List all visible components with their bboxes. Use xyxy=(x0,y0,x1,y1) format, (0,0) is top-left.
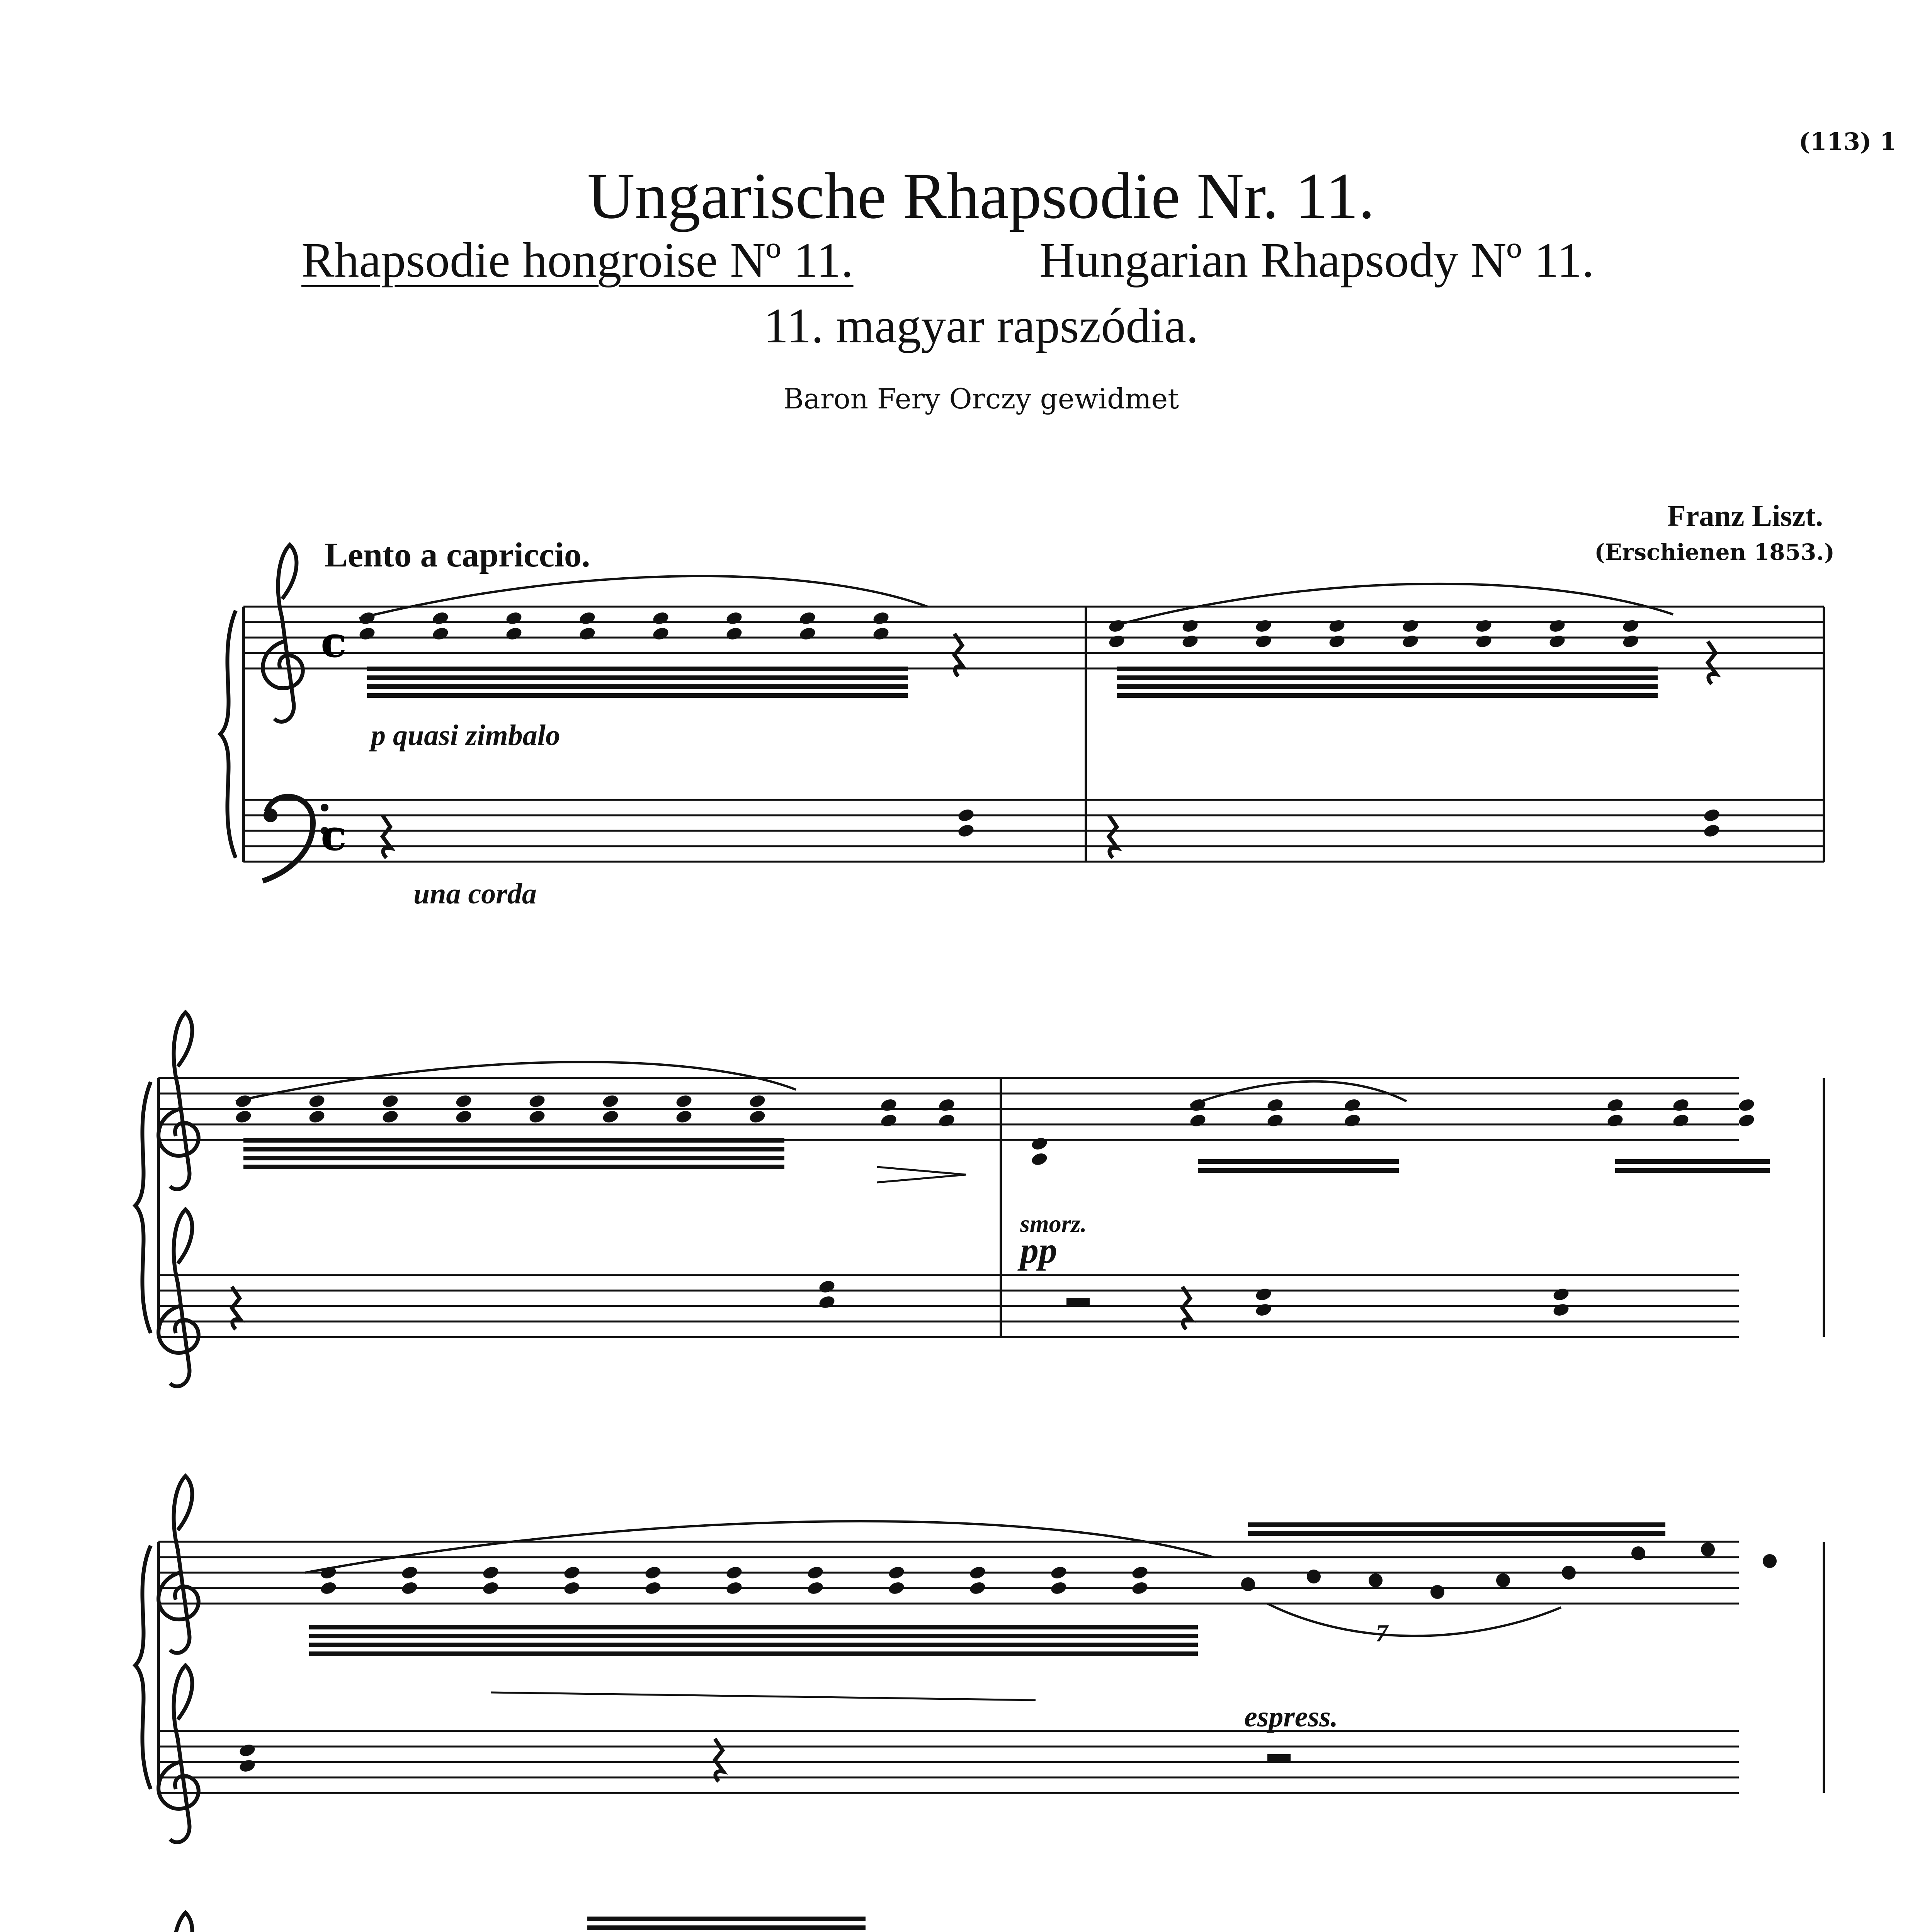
publication-date: (Erschienen 1853.) xyxy=(1594,539,1835,565)
marking-p-quasi-zimbalo: p quasi zimbalo xyxy=(371,719,560,752)
marking-espress: espress. xyxy=(1244,1701,1338,1733)
system-1 xyxy=(220,545,1824,881)
dolciss-run xyxy=(263,1917,966,1932)
title-hungarian: 11. magyar rapszódia. xyxy=(764,298,1199,353)
chord-run-1 xyxy=(1189,1082,1406,1173)
title-english: Hungarian Rhapsody Nº 11. xyxy=(1039,233,1594,287)
title-french: Rhapsodie hongroise Nº 11. xyxy=(301,233,854,287)
title-german: Ungarische Rhapsodie Nr. 11. xyxy=(587,160,1375,232)
tremolo-figure-4 xyxy=(305,1521,1213,1700)
system-2 xyxy=(135,1012,1824,1386)
composer-name: Franz Liszt. xyxy=(1667,499,1823,532)
marking-una-corda: una corda xyxy=(413,878,537,910)
tempo-marking: Lento a capriccio. xyxy=(325,536,590,574)
svg-text:c: c xyxy=(321,810,347,860)
svg-text:c: c xyxy=(321,617,347,667)
marking-smorz: smorz. xyxy=(1020,1210,1087,1237)
marking-pp: pp xyxy=(1020,1230,1057,1271)
marking-tuplet-seven: 7 xyxy=(1376,1619,1388,1647)
system-3 xyxy=(135,1476,1824,1842)
espress-run xyxy=(1241,1522,1777,1636)
page-number: (113) 1 xyxy=(1799,128,1896,156)
dedication: Baron Fery Orczy gewidmet xyxy=(783,383,1179,415)
system-4 xyxy=(135,1913,1824,1932)
tremolo-figure-2 xyxy=(1107,584,1673,698)
